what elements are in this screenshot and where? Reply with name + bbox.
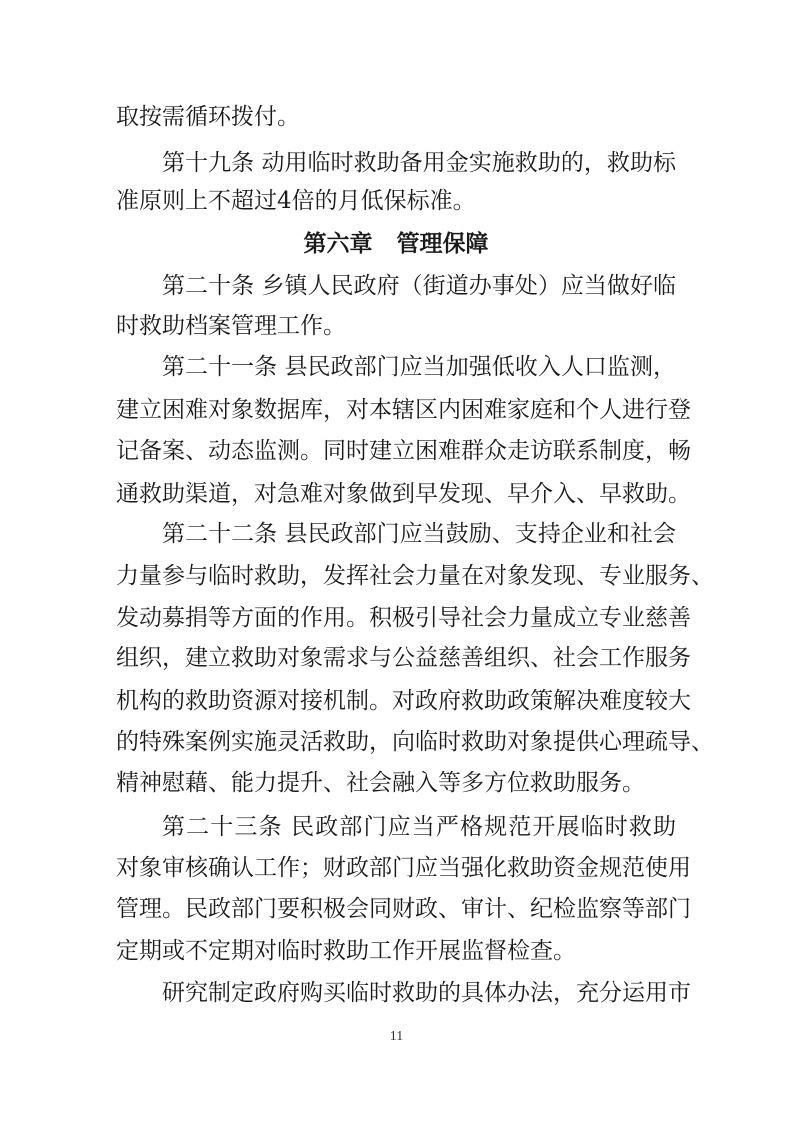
text-line: 精神慰藉、能力提升、社会融入等多方位救助服务。 <box>116 770 645 796</box>
article-20-line: 第二十条 乡镇人民政府（街道办事处）应当做好临 <box>162 273 676 299</box>
article-23-line: 第二十三条 民政部门应当严格规范开展临时救助 <box>162 814 676 840</box>
chapter-heading: 第六章 管理保障 <box>303 231 489 257</box>
text-line: 对象审核确认工作；财政部门应当强化救助资金规范使用 <box>116 855 691 881</box>
article-22-line: 第二十二条 县民政部门应当鼓励、支持企业和社会 <box>162 521 676 547</box>
text-line: 的特殊案例实施灵活救助，向临时救助对象提供心理疏导、 <box>116 729 714 755</box>
text-line: 机构的救助资源对接机制。对政府救助政策解决难度较大 <box>116 688 691 714</box>
text-line: 研究制定政府购买临时救助的具体办法，充分运用市 <box>162 980 691 1006</box>
text-line: 发动募捐等方面的作用。积极引导社会力量成立专业慈善 <box>116 605 691 631</box>
text-line: 时救助档案管理工作。 <box>116 313 346 339</box>
text-line: 记备案、动态监测。同时建立困难群众走访联系制度，畅 <box>116 438 691 464</box>
article-21-line: 第二十一条 县民政部门应当加强低收入人口监测， <box>162 354 676 380</box>
text-line: 准原则上不超过4倍的月低保标准。 <box>116 188 476 214</box>
page-number: 11 <box>389 1029 404 1044</box>
article-19-line: 第十九条 动用临时救助备用金实施救助的，救助标 <box>162 150 676 176</box>
text-line: 定期或不定期对临时救助工作开展监督检查。 <box>116 938 576 964</box>
text-line: 组织，建立救助对象需求与公益慈善组织、社会工作服务 <box>116 645 691 671</box>
text-line: 建立困难对象数据库，对本辖区内困难家庭和个人进行登 <box>116 397 691 423</box>
text-line: 取按需循环拨付。 <box>116 104 300 130</box>
text-line: 通救助渠道，对急难对象做到早发现、早介入、早救助。 <box>116 481 691 507</box>
text-line: 力量参与临时救助，发挥社会力量在对象发现、专业服务、 <box>116 563 714 589</box>
text-line: 管理。民政部门要积极会同财政、审计、纪检监察等部门 <box>116 896 691 922</box>
